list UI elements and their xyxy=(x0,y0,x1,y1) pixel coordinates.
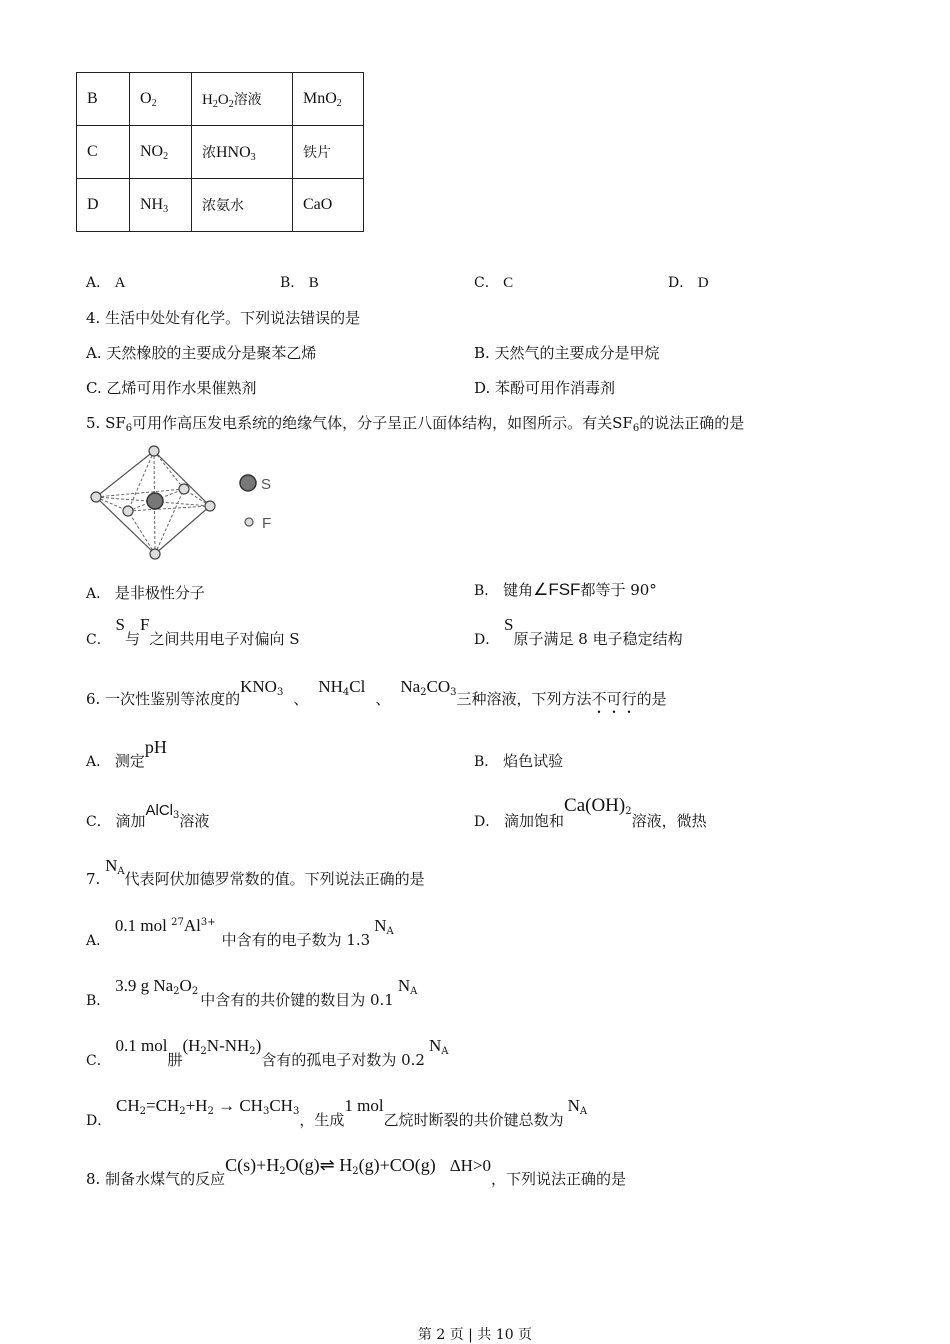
q6-stem: 6. 一次性鉴别等浓度的$KNO_3$ 、$NH_4Cl$、$Na_2CO_3$三种溶液，下列方法不可行的是 xyxy=(86,677,667,708)
legend-sulfur-icon xyxy=(240,475,256,491)
sf6-octahedron-diagram xyxy=(86,440,296,565)
q3-option-a: A． A xyxy=(86,275,126,291)
reagent2-cell: 铁片 xyxy=(293,126,364,179)
q3-option-d: D． D xyxy=(668,275,709,291)
legend-fluorine-label: F xyxy=(262,515,272,532)
table-row xyxy=(77,179,364,232)
q7-option-c: C． 0.1 mol肼$(H_2N-NH_2)$含有的孤电子对数为 $0.2N_A$ xyxy=(86,1036,449,1069)
row-label: B xyxy=(77,73,130,126)
legend-fluorine-icon xyxy=(245,518,253,526)
gas-cell: $O_2$ xyxy=(130,73,192,126)
reagent1-cell: 浓氨水 xyxy=(192,179,293,232)
reagent1-cell: $H_2O_2$溶液 xyxy=(192,73,293,126)
gas-cell: $NH_3$ xyxy=(130,179,192,232)
table-row xyxy=(77,73,364,126)
q5-option-d: D． S原子满足 8 电子稳定结构 xyxy=(474,615,683,648)
fluorine-atom xyxy=(179,484,189,494)
q7-stem: 7. $N_A$代表阿伏加德罗常数的值。下列说法正确的是 xyxy=(86,856,425,888)
q5-option-a: A． 是非极性分子 xyxy=(86,584,205,602)
q5-option-c: C． S与F之间共用电子对偏向 S xyxy=(86,615,300,648)
fluorine-atom xyxy=(149,446,159,456)
row-label: C xyxy=(77,126,130,179)
gas-cell: $NO_2$ xyxy=(130,126,192,179)
sulfur-atom xyxy=(147,493,163,509)
q4-option-a: A. 天然橡胶的主要成分是聚苯乙烯 xyxy=(86,344,317,362)
fluorine-atom xyxy=(123,506,133,516)
q5-stem: 5. $SF_6$可用作高压发电系统的绝缘气体，分子呈正八面体结构，如图所示。有关$SF_6$的说法正确的是 xyxy=(86,414,745,434)
reagent2-cell: MnO$_2$ xyxy=(293,73,364,126)
q6-option-a: A． 测定pH xyxy=(86,737,167,770)
legend-sulfur-label: S xyxy=(261,476,272,493)
fluorine-atom xyxy=(205,501,215,511)
q4-option-c: C. 乙烯可用作水果催熟剂 xyxy=(86,379,257,397)
q5-option-b: B． 键角∠FSF都等于 90° xyxy=(474,580,657,599)
q4-stem: 4. 生活中处处有化学。下列说法错误的是 xyxy=(86,309,361,327)
q7-option-a: A． 0.1 mol $^{27}Al^{3+}$中含有的电子数为 $1.3N_A$ xyxy=(86,916,394,949)
reagent-table xyxy=(76,72,364,232)
table-row xyxy=(77,126,364,179)
row-label: D xyxy=(77,179,130,232)
page-footer: 第 2 页 | 共 10 页 xyxy=(417,1327,533,1343)
reagent2-cell: CaO xyxy=(293,179,364,232)
q3-option-c: C． C xyxy=(474,275,514,291)
reagent1-cell: 浓$HNO_3$ xyxy=(192,126,293,179)
q4-option-b: B. 天然气的主要成分是甲烷 xyxy=(474,344,660,362)
fluorine-atom xyxy=(150,549,160,559)
q6-option-d: D． 滴加饱和$Ca(OH)_2$溶液，微热 xyxy=(474,795,707,830)
q6-option-b: B． 焰色试验 xyxy=(474,752,564,770)
q3-option-b: B． B xyxy=(280,275,319,291)
q8-stem: 8. 制备水煤气的反应$C(s)+H_2O(g)\rightleftharpoons$ $H_2(g)+CO(g)$ ΔH>0，下列说法正确的是 xyxy=(86,1155,627,1188)
q4-option-d: D. 苯酚可用作消毒剂 xyxy=(474,379,616,397)
q7-option-b: B． 3.9 g $Na_2O_2$ 中含有的共价键的数目为 $0.1N_A$ xyxy=(86,976,418,1009)
q7-option-d: D． $CH_2=CH_2+H_2 \to CH_3CH_3$，生成1 mol乙烷时断裂的共价键总数为$N_A$ xyxy=(86,1096,588,1129)
q6-option-c: C． 滴加AlCl$_3$溶液 xyxy=(86,802,210,830)
fluorine-atom xyxy=(91,492,101,502)
